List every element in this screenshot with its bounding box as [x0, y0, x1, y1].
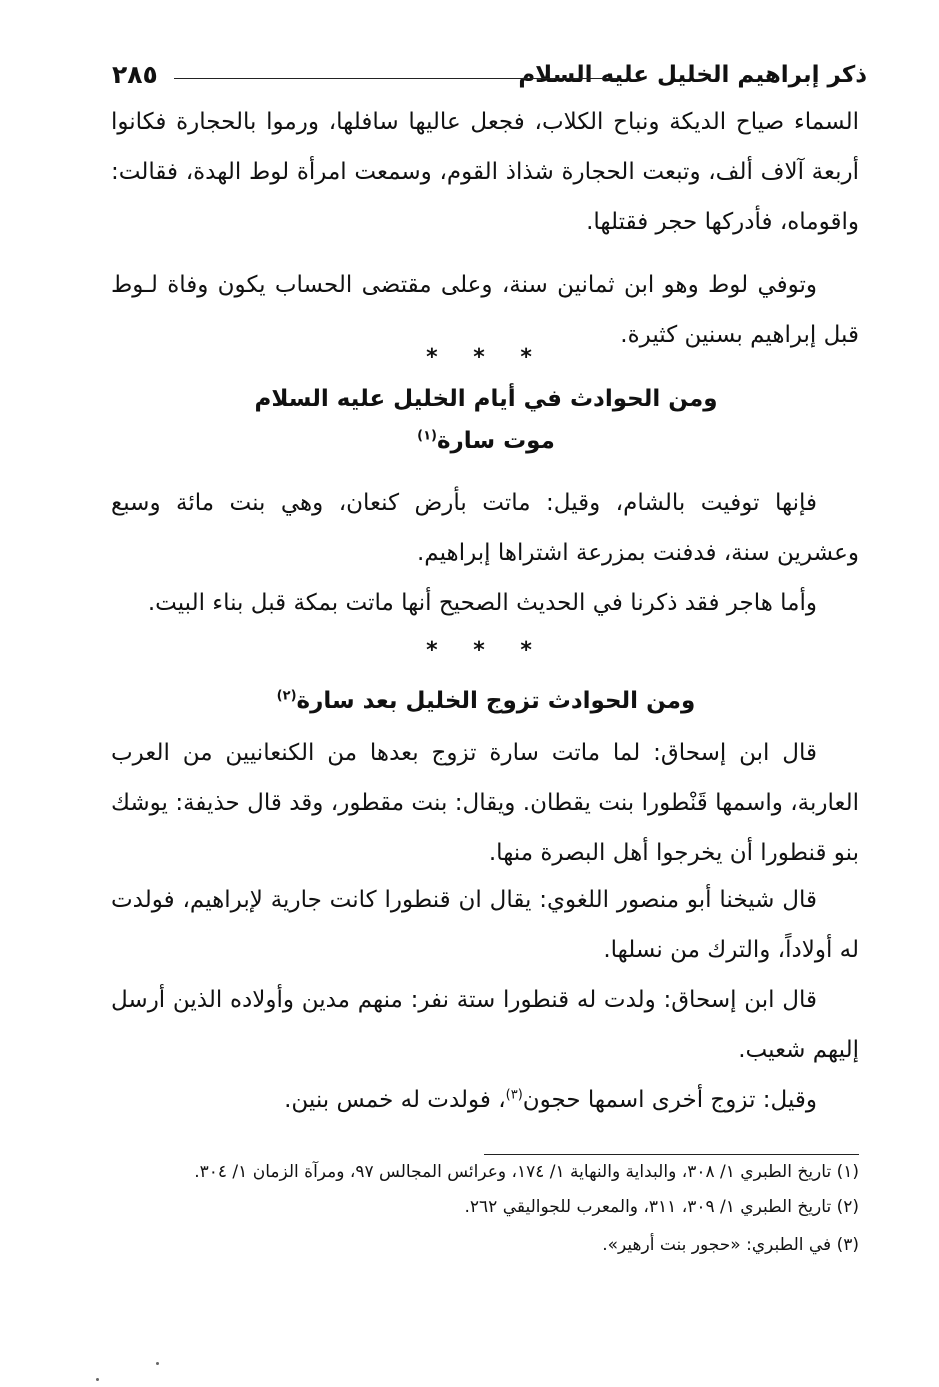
footnote-ref: (١)	[417, 428, 437, 444]
footnote-ref: (٢)	[276, 688, 297, 704]
paragraph-text: ، فولدت له خمس بنين.	[284, 1087, 506, 1113]
paragraph-lot-punishment: السماء صياح الديكة ونباح الكلاب، فجعل عاليها سافلها، ورموا بالحجارة فكانوا أربعة آلاف ألف، وتبعت الحجارة شذاذ القوم، وسمعت امرأة لوط الهدة، فقالت: واقوماه، فأدركها حجر فقتلها.	[111, 109, 859, 235]
paragraph-text: وقيل: تزوج أخرى اسمها حجون	[522, 1087, 817, 1113]
scan-speck	[156, 1362, 159, 1365]
chapter-title: ذكر إبراهيم الخليل عليه السلام	[518, 62, 867, 88]
section-separator: * * *	[426, 638, 546, 663]
section-heading: ومن الحوادث في أيام الخليل عليه السلام	[254, 386, 718, 412]
paragraph-qanturah: قال ابن إسحاق: لما ماتت سارة تزوج بعدها من الكنعانيين من العرب العاربة، واسمها قَنْطورا بنت يقطان. ويقال: بنت مقطور، وقد قال حذيفة: يوشك بنو قنطورا أن يخرجوا أهل البصرة منها.	[111, 740, 859, 866]
footnote: (٣) في الطبري: «حجور بنت أرهير».	[602, 1235, 859, 1255]
paragraph-hajar: وأما هاجر فقد ذكرنا في الحديث الصحيح أنها ماتت بمكة قبل بناء البيت.	[147, 590, 817, 616]
footnote: (٢) تاريخ الطبري ١/ ٣٠٩، ٣١١، والمعرب للجواليقي ٢٦٢.	[464, 1197, 859, 1217]
paragraph-hajun	[111, 1075, 859, 1125]
page-number: ٢٨٥	[112, 60, 158, 89]
running-header	[112, 58, 867, 94]
header-rule	[174, 78, 619, 79]
scan-speck	[96, 1378, 99, 1381]
paragraph-sarah-death: فإنها توفيت بالشام، وقيل: ماتت بأرض كنعان، وهي بنت مائة وسبع وعشرين سنة، فدفنت بمزرعة اشتراها إبراهيم.	[111, 490, 859, 566]
section-heading	[112, 688, 860, 714]
paragraph-abu-mansur: قال شيخنا أبو منصور اللغوي: يقال ان قنطورا كانت جارية لإبراهيم، فولدت له أولاداً، والترك من نسلها.	[111, 887, 859, 963]
paragraph-lot-death: وتوفي لوط وهو ابن ثمانين سنة، وعلى مقتضى الحساب يكون وفاة لـوط قبل إبراهيم بسنين كثيرة.	[111, 272, 859, 348]
footnote-rule	[484, 1154, 859, 1155]
subsection-heading	[112, 428, 860, 454]
footnote: (١) تاريخ الطبري ١/ ٣٠٨، والبداية والنهاية ١/ ١٧٤، وعرائس المجالس ٩٧، ومرآة الزمان ١/ ٣٠٤.	[194, 1162, 859, 1182]
subheading-text: موت سارة	[436, 428, 555, 454]
heading-text: ومن الحوادث تزوج الخليل بعد سارة	[296, 688, 696, 714]
section-separator: * * *	[426, 345, 546, 370]
footnote-ref: (٣)	[505, 1087, 523, 1103]
paragraph-six-sons: قال ابن إسحاق: ولدت له قنطورا ستة نفر: منهم مدين وأولاده الذين أرسل إليهم شعيب.	[111, 987, 859, 1063]
